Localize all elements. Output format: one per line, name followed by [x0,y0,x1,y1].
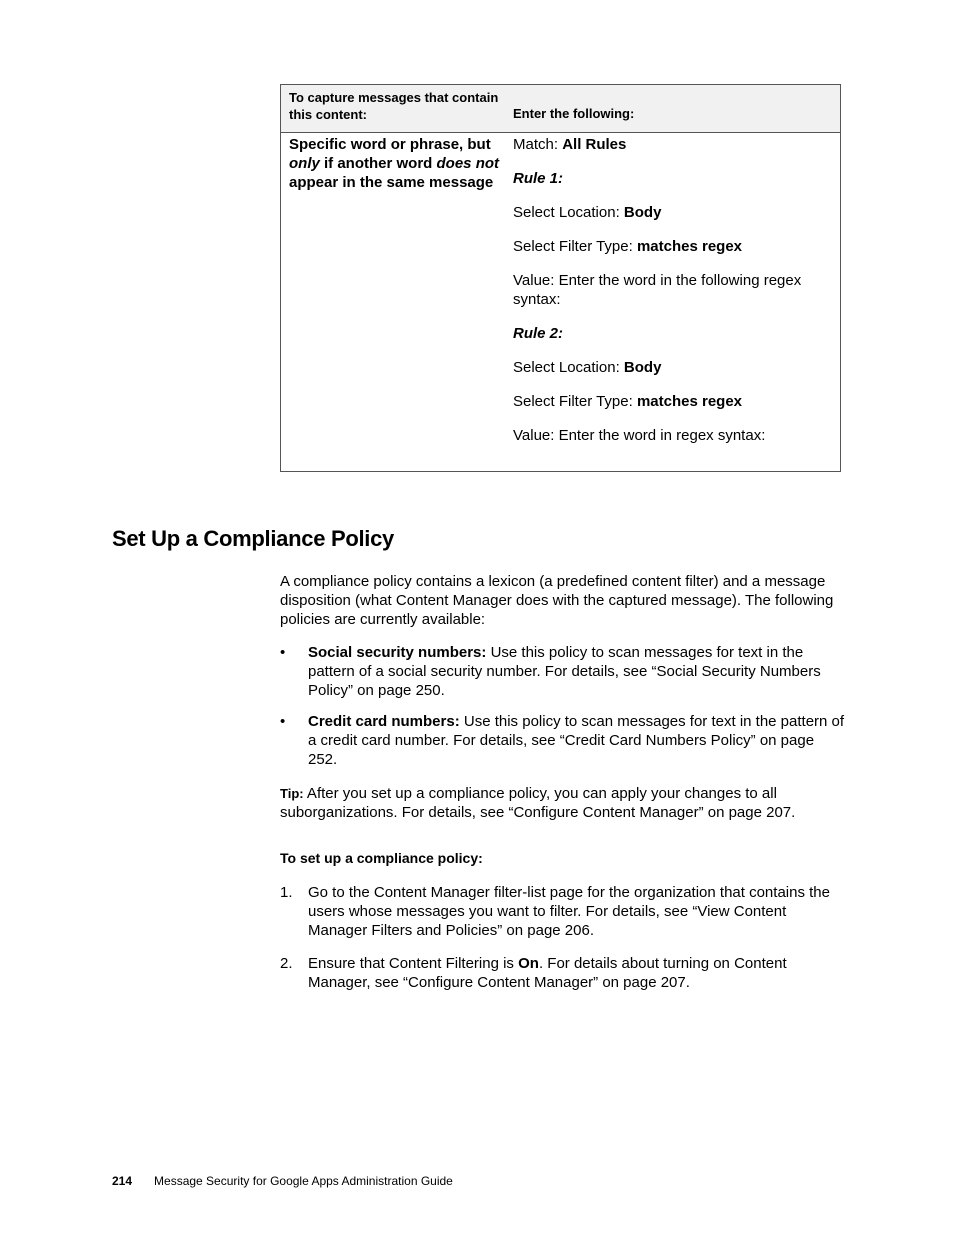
content-filter-table [280,84,841,472]
value1-line: Value: Enter the word in the following regex syntax: [513,272,802,308]
rule2-label: Rule 2: [513,325,564,342]
filter1-line: Select Filter Type: matches regex [513,238,743,255]
list-item: • Social security numbers: Use this policy to scan messages for text in the pattern of a social security number. For details, see “Social Security Numbers Policy” on page 250. [280,644,821,699]
intro-paragraph: A compliance policy contains a lexicon (a predefined content filter) and a message disposition (what Content Manager does with the captured message). The following policies are currently available: [280,573,834,628]
page-footer [112,1174,453,1188]
step-number: 2. [280,955,293,972]
filter2-line: Select Filter Type: matches regex [513,393,743,410]
tip-label: Tip: [280,786,304,801]
footer-title: Message Security for Google Apps Administration Guide [154,1174,453,1188]
bullet-mark: • [280,713,286,730]
step-item: 1. Go to the Content Manager filter-list page for the organization that contains the users whose messages you want to filter. For details, see “View Content Manager Filters and Policies” on page 206. [280,884,830,939]
value2-line: Value: Enter the word in regex syntax: [513,427,766,444]
location1-line: Select Location: Body [513,204,662,221]
tip-paragraph: Tip: After you set up a compliance policy, you can apply your changes to all suborganizations. For details, see “Configure Content Manager” on page 207. [280,785,796,821]
table-header-col1: To capture messages that contain this content: [289,90,499,122]
procedure-title: To set up a compliance policy: [280,850,483,866]
page-number: 214 [112,1174,133,1188]
table-header [281,85,840,133]
list-item: • Credit card numbers: Use this policy to scan messages for text in the pattern of a credit card number. For details, see “Credit Card Numbers Policy” on page 252. [280,713,845,768]
table-header-col2: Enter the following: [513,106,635,121]
bullet-mark: • [280,644,286,661]
table-cell-instructions [513,135,828,460]
match-line: Match: All Rules [513,136,627,153]
location2-line: Select Location: Body [513,359,662,376]
section-heading: Set Up a Compliance Policy [112,526,394,551]
rule1-label: Rule 1: [513,170,564,187]
step-item: 2. Ensure that Content Filtering is On. For details about turning on Content Manager, see “Configure Content Manager” on page 207. [280,955,787,991]
table-cell-content: Specific word or phrase, but only if another word does not appear in the same message [289,136,500,191]
step-number: 1. [280,884,293,901]
